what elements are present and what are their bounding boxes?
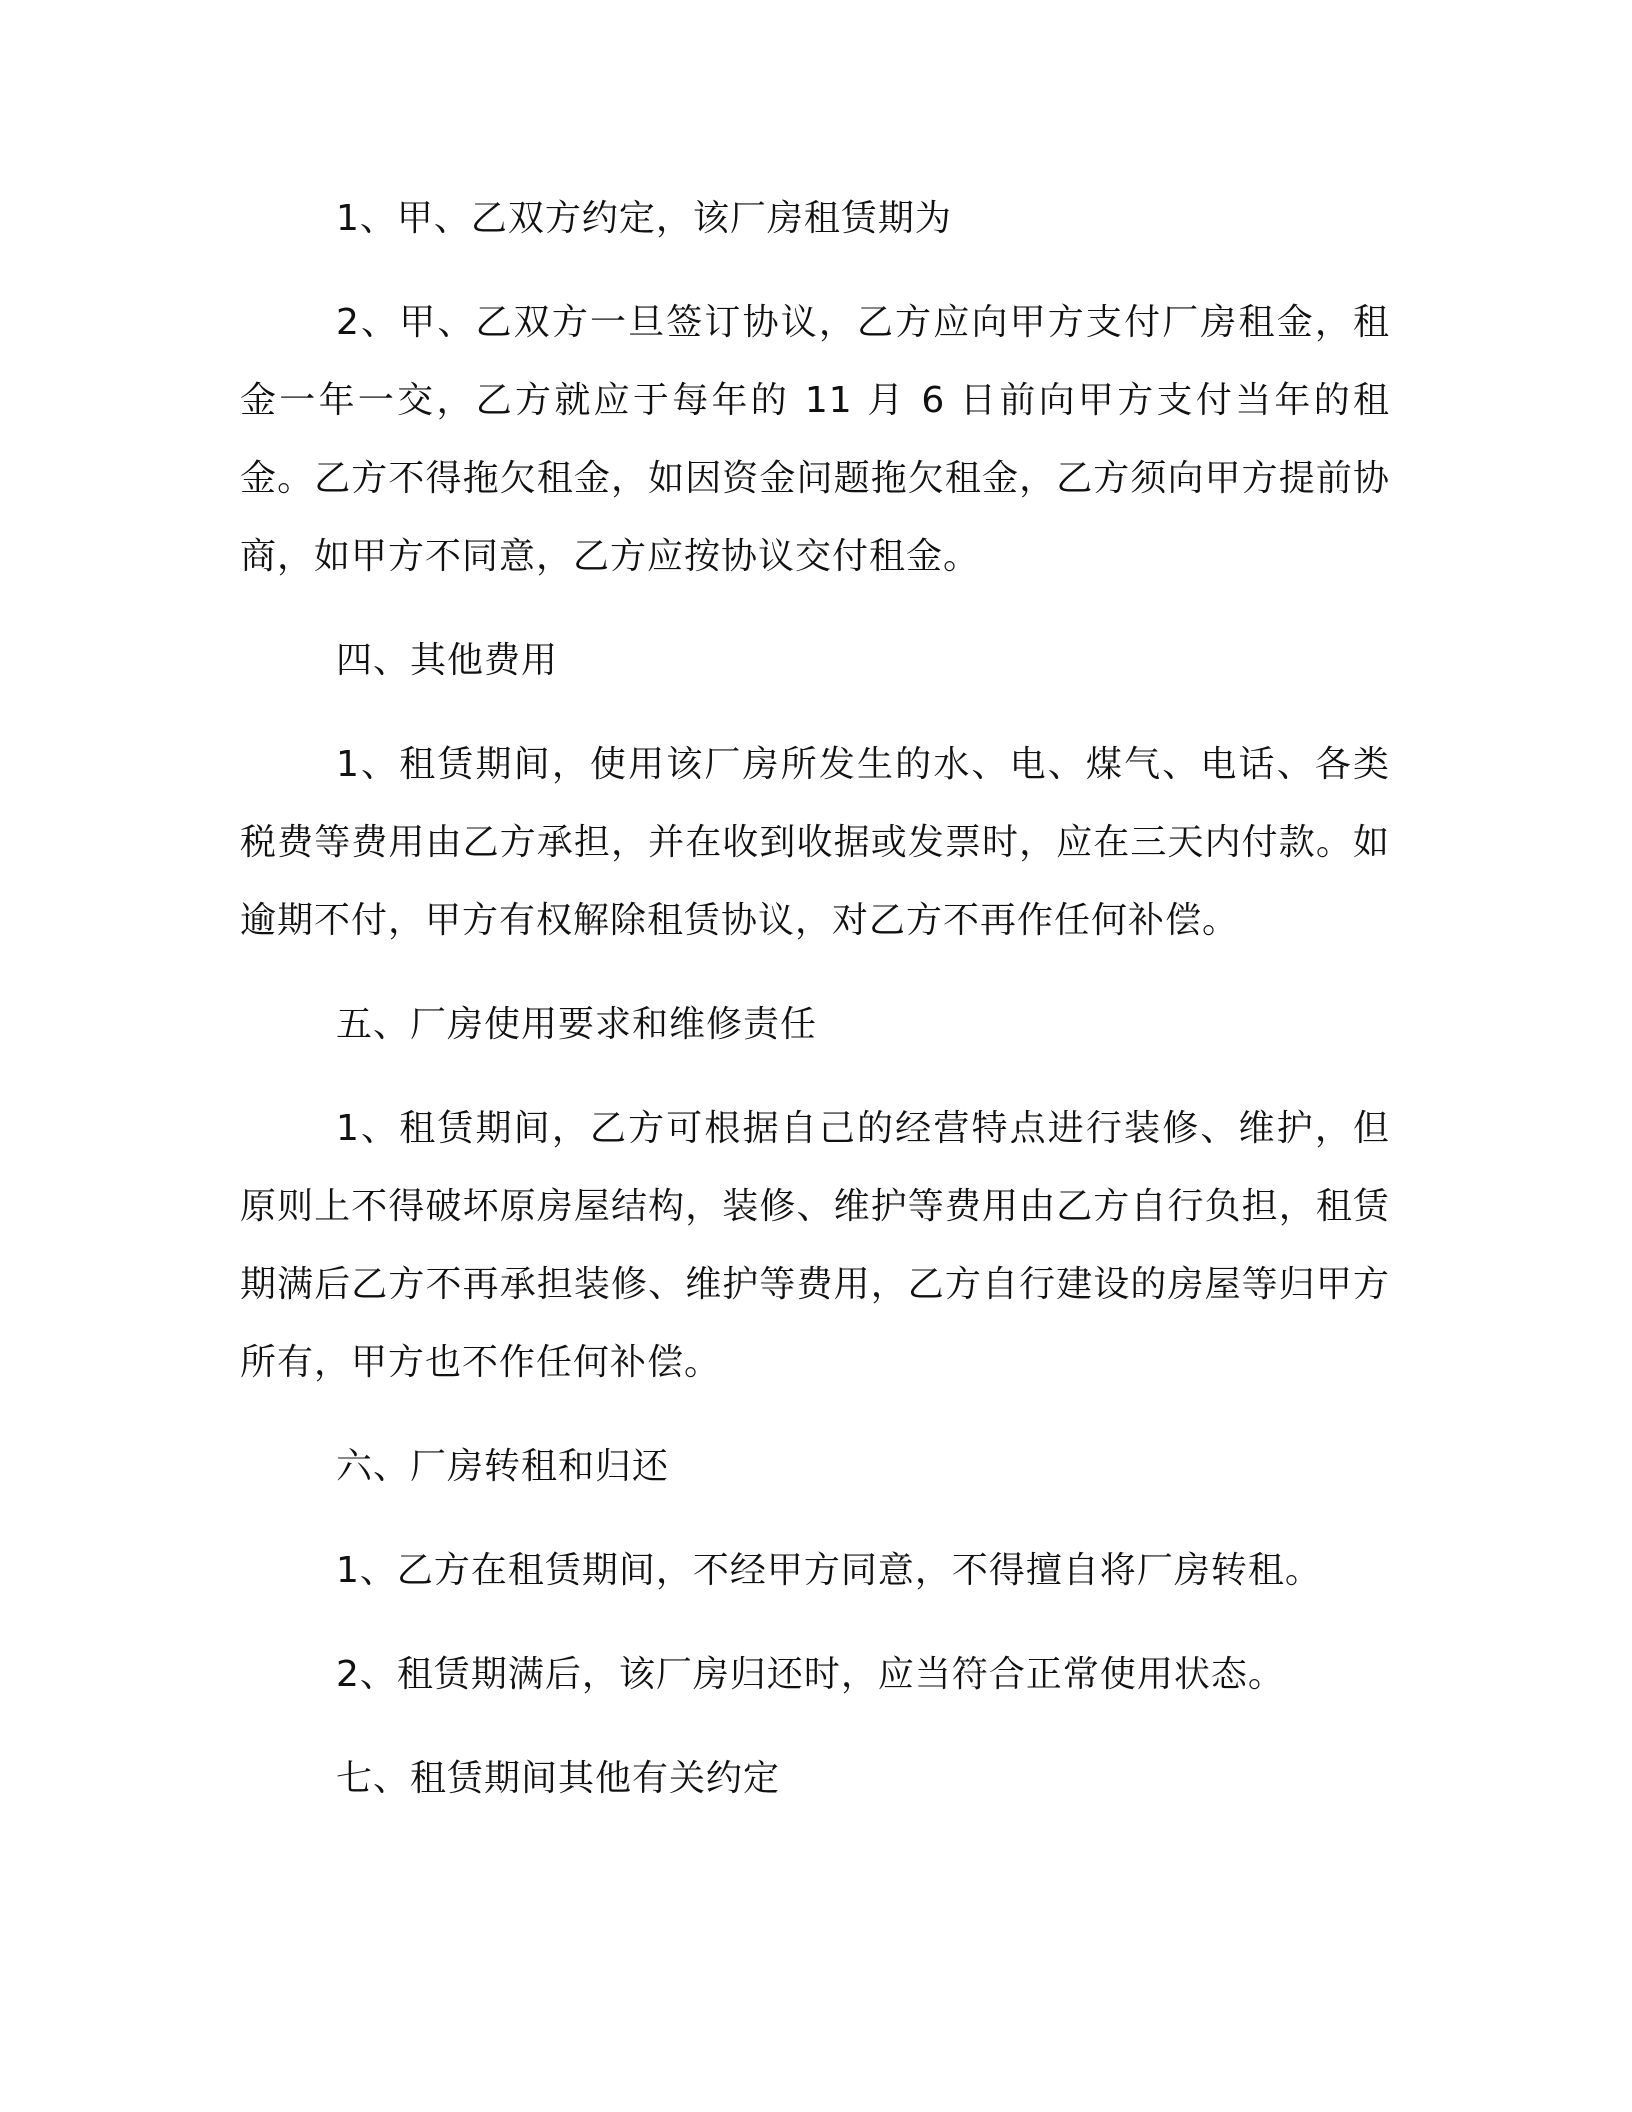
clause-4-1: 1、租赁期间，使用该厂房所发生的水、电、煤气、电话、各类税费等费用由乙方承担，并在收到收据或发票时，应在三天内付款。如逾期不付，甲方有权解除租赁协议，对乙方不再作任何补偿。 xyxy=(240,744,1390,941)
clause-5-1: 1、租赁期间，乙方可根据自己的经营特点进行装修、维护，但原则上不得破坏原房屋结构，装修、维护等费用由乙方自行负担，租赁期满后乙方不再承担装修、维护等费用，乙方自行建设的房屋等归甲方所有，甲方也不作任何补偿。 xyxy=(240,1108,1390,1383)
document-body xyxy=(240,180,1390,1844)
section-heading-7: 七、租赁期间其他有关约定 xyxy=(336,1758,781,1799)
clause-3-2: 2、甲、乙双方一旦签订协议，乙方应向甲方支付厂房租金，租金一年一交，乙方就应于每年的 11 月 6 日前向甲方支付当年的租金。乙方不得拖欠租金，如因资金问题拖欠租金，乙方须向甲方提前协商，如甲方不同意，乙方应按协议交付租金。 xyxy=(240,302,1390,577)
clause-6-2: 2、租赁期满后，该厂房归还时，应当符合正常使用状态。 xyxy=(336,1654,1285,1695)
clause-3-1: 1、甲、乙双方约定，该厂房租赁期为 xyxy=(336,198,952,239)
section-heading-4: 四、其他费用 xyxy=(336,640,559,681)
section-heading-5: 五、厂房使用要求和维修责任 xyxy=(336,1004,818,1045)
section-heading-6: 六、厂房转租和归还 xyxy=(336,1446,670,1487)
clause-6-1: 1、乙方在租赁期间，不经甲方同意，不得擅自将厂房转租。 xyxy=(336,1550,1322,1591)
